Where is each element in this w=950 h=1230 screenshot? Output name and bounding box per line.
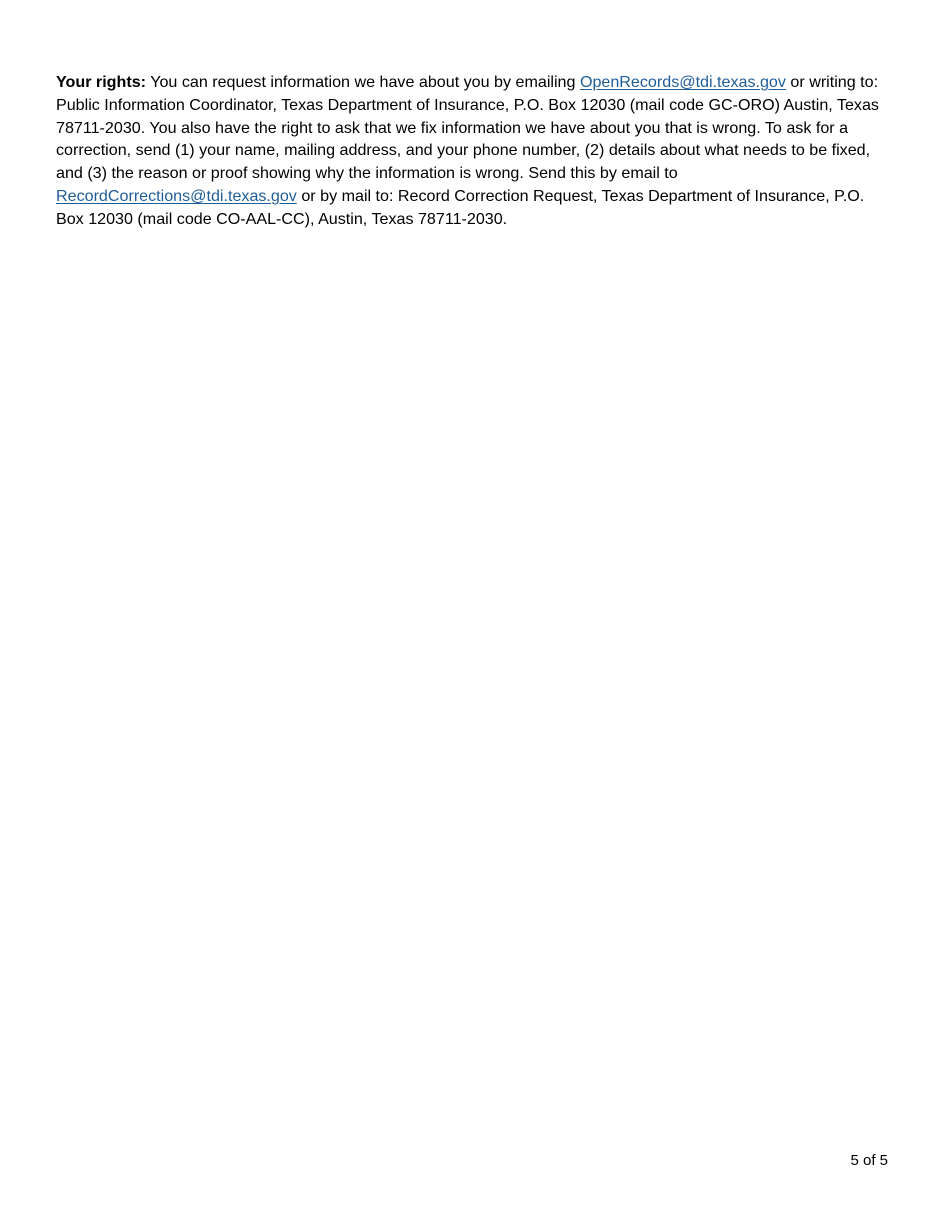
rights-text-correction-instructions: or writing to: Public Information Coordinator, Texas Department of Insurance, P.O. Box 12030 (mail code GC-ORO) Austin, Texas 78711-2030. You also have the right to ask that we fix information we have about you that is wrong. To ask for a correction, send (1) your name, mailing address, and your phone number, (2) details about what needs to be fixed, and (3) the reason or proof showing why the information is wrong. Send this by email to	[56, 73, 879, 183]
open-records-email-link[interactable]: OpenRecords@tdi.texas.gov	[579, 73, 786, 91]
record-corrections-email-link[interactable]: RecordCorrections@tdi.texas.gov	[56, 186, 297, 205]
your-rights-heading: Your rights:	[56, 73, 147, 91]
page-number: 5 of 5	[850, 1152, 888, 1169]
rights-text-request-information: You can request information we have about you by emailing	[146, 73, 580, 91]
rights-text-mail-address: or by mail to: Record Correction Request, Texas Department of Insurance, P.O. Box 12030 (mail code CO-AAL-CC), Austin, Texas 78711-2030.	[56, 186, 865, 228]
your-rights-paragraph	[56, 71, 888, 231]
